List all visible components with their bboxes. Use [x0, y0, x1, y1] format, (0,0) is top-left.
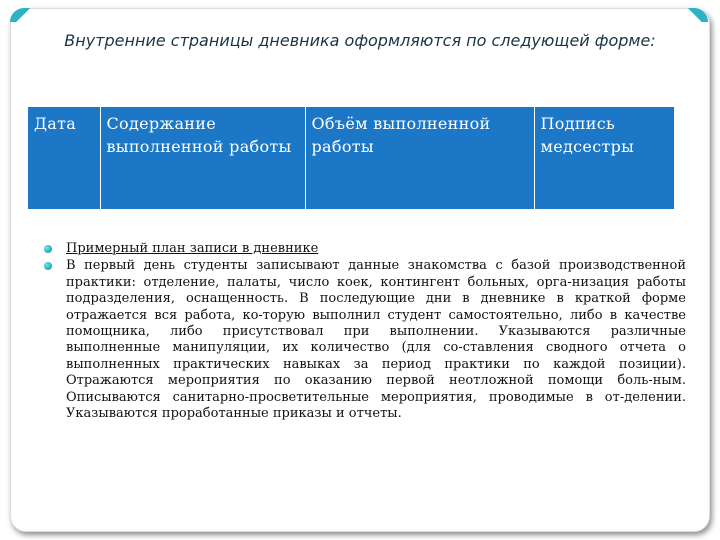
column-header-work-content: Содержание выполненной работы [100, 107, 305, 209]
column-header-work-volume: Объём выполненной работы [305, 107, 534, 209]
bullet-icon [44, 262, 52, 270]
list-item [44, 258, 686, 422]
bullet-text-first-day: В первый день студенты записывают данные знакомства с базой производственной практики: отделение, палаты, число коек, контингент больных, орга-низация работы подразделения, оснащенность. В последующие дни в дневнике в краткой форме отражается вся работа, ко-торую выполнил студент самостоятельно, либо в качестве помощника, либо присутствовал при выполнении. Указываются различные выполненные манипуляции, их количество (для со-ставления сводного отчета о выполненных практических навыках за период практики по каждой позиции). Отражаются мероприятия по оказанию первой неотложной помощи боль-ным. Описываются санитарно-просветительные мероприятия, проводимые в от-делении. Указываются проработанные приказы и отчеты. [66, 258, 686, 422]
bullet-icon [44, 245, 52, 253]
bullet-list [44, 241, 686, 423]
slide-title: Внутренние страницы дневника оформляются по следующей форме: [64, 31, 656, 50]
column-header-nurse-signature: Подпись медсестры [534, 107, 674, 209]
list-item [44, 241, 686, 257]
corner-accent-left [10, 8, 36, 22]
bullet-text-plan: Примерный план записи в дневнике [66, 241, 319, 256]
column-header-date: Дата [28, 107, 100, 209]
diary-form-table [28, 107, 674, 209]
corner-accent-right [682, 8, 708, 22]
table-header-row [28, 107, 674, 209]
